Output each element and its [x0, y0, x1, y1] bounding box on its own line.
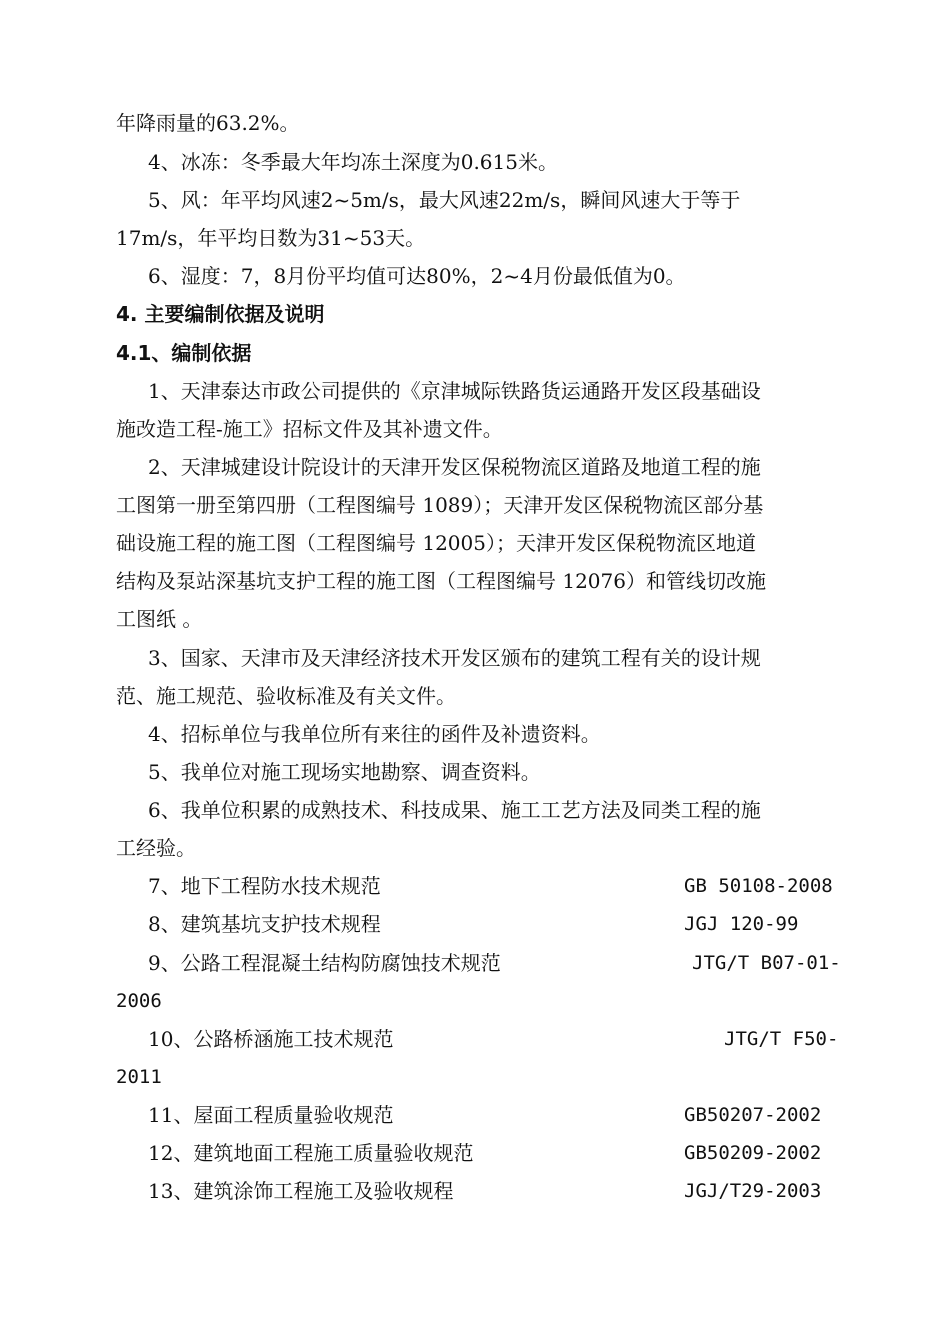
- standard-11-code: GB50207-2002: [684, 1104, 822, 1126]
- basis-item-5: 5、我单位对施工现场实地勘察、调查资料。: [148, 760, 541, 784]
- standard-11-name: 11、屋面工程质量验收规范: [148, 1103, 394, 1127]
- standard-10-code-cont: 2011: [116, 1066, 162, 1088]
- standard-13-name: 13、建筑涂饰工程施工及验收规程: [148, 1179, 454, 1203]
- basis-item-6-line-2: 工经验。: [116, 836, 196, 860]
- basis-item-3-line-2: 范、施工规范、验收标准及有关文件。: [116, 684, 456, 708]
- standard-8-name: 8、建筑基坑支护技术规程: [148, 912, 381, 936]
- paragraph-line-wind: 5、风：年平均风速2~5m/s，最大风速22m/s，瞬间风速大于等于: [148, 188, 741, 212]
- standard-10-name: 10、公路桥涵施工技术规范: [148, 1027, 394, 1051]
- paragraph-line-frost: 4、冰冻：冬季最大年均冻土深度为0.615米。: [148, 150, 558, 174]
- paragraph-line-rainfall: 年降雨量的63.2%。: [116, 111, 300, 135]
- standard-12-name: 12、建筑地面工程施工质量验收规范: [148, 1141, 474, 1165]
- paragraph-line-wind-cont: 17m/s，年平均日数为31~53天。: [116, 226, 426, 250]
- standard-10-code: JTG/T F50-: [724, 1028, 839, 1050]
- standard-13-code: JGJ/T29-2003: [684, 1180, 822, 1202]
- standard-7-name: 7、地下工程防水技术规范: [148, 874, 381, 898]
- basis-item-6-line-1: 6、我单位积累的成熟技术、科技成果、施工工艺方法及同类工程的施: [148, 798, 761, 822]
- standard-9-name: 9、公路工程混凝土结构防腐蚀技术规范: [148, 951, 501, 975]
- standard-8-code: JGJ 120-99: [684, 913, 799, 935]
- basis-item-2-line-2: 工图第一册至第四册（工程图编号 1089）；天津开发区保税物流区部分基: [116, 493, 764, 517]
- basis-item-4: 4、招标单位与我单位所有来往的函件及补遗资料。: [148, 722, 601, 746]
- paragraph-line-humidity: 6、湿度：7，8月份平均值可达80%，2~4月份最低值为0。: [148, 264, 686, 288]
- section-heading-4: 4. 主要编制依据及说明: [116, 302, 325, 326]
- standard-9-code: JTG/T B07-01-: [692, 952, 841, 974]
- standard-12-code: GB50209-2002: [684, 1142, 822, 1164]
- basis-item-3-line-1: 3、国家、天津市及天津经济技术开发区颁布的建筑工程有关的设计规: [148, 646, 761, 670]
- section-heading-4-1: 4.1、编制依据: [116, 341, 252, 365]
- basis-item-1-line-1: 1、天津泰达市政公司提供的《京津城际铁路货运通路开发区段基础设: [148, 379, 761, 403]
- basis-item-1-line-2: 施改造工程-施工》招标文件及其补遗文件。: [116, 417, 503, 441]
- basis-item-2-line-4: 结构及泵站深基坑支护工程的施工图（工程图编号 12076）和管线切改施: [116, 569, 766, 593]
- standard-9-code-cont: 2006: [116, 990, 162, 1012]
- standard-7-code: GB 50108-2008: [684, 875, 833, 897]
- basis-item-2-line-5: 工图纸 。: [116, 607, 203, 631]
- basis-item-2-line-1: 2、天津城建设计院设计的天津开发区保税物流区道路及地道工程的施: [148, 455, 761, 479]
- basis-item-2-line-3: 础设施工程的施工图（工程图编号 12005）；天津开发区保税物流区地道: [116, 531, 756, 555]
